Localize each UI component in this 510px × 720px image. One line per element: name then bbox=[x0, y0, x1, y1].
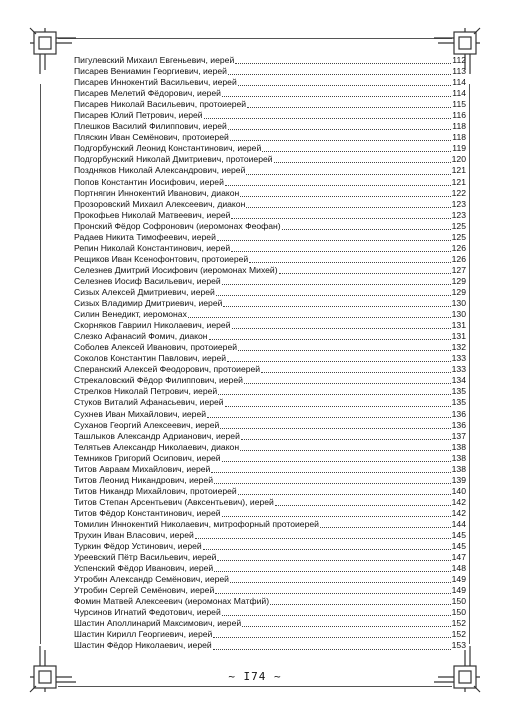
toc-entry-name: Радаев Никита Тимофеевич, иерей bbox=[74, 231, 216, 242]
toc-entry-name: Прокофьев Николай Матвеевич, иерей bbox=[74, 209, 231, 220]
toc-entry-page: 131 bbox=[451, 331, 466, 342]
toc-entry-name: Темников Григорий Осипович, иерей bbox=[74, 452, 221, 463]
toc-entry-page: 119 bbox=[452, 143, 466, 154]
toc-entry-page: 130 bbox=[451, 298, 466, 309]
toc-leader-dots bbox=[241, 431, 451, 440]
toc-entry-page: 138 bbox=[451, 463, 466, 474]
toc-leader-dots bbox=[218, 386, 450, 395]
toc-entry-name: Писарев Мелетий Фёдорович, иерей bbox=[74, 88, 221, 99]
toc-entry-page: 138 bbox=[451, 441, 466, 452]
toc-entry bbox=[74, 464, 466, 475]
toc-entry bbox=[74, 486, 466, 497]
toc-entry-name: Пигулевский Михаил Евгеньевич, иерей bbox=[74, 55, 235, 65]
toc-leader-dots bbox=[222, 508, 451, 517]
toc-entry-page: 150 bbox=[451, 596, 466, 607]
frame-right-line bbox=[469, 84, 470, 644]
toc-leader-dots bbox=[275, 497, 451, 506]
toc-entry-name: Селезнев Иосиф Васильевич, иерей bbox=[74, 275, 221, 286]
toc-entry bbox=[74, 165, 466, 176]
toc-leader-dots bbox=[225, 177, 451, 186]
toc-leader-dots bbox=[230, 132, 452, 141]
toc-leader-dots bbox=[279, 265, 451, 274]
corner-ornament-top-left bbox=[28, 26, 78, 76]
toc-entry-name: Соколов Константин Павлович, иерей bbox=[74, 353, 227, 364]
toc-entry-name: Плешков Василий Филиппович, иерей bbox=[74, 121, 227, 132]
toc-entry bbox=[74, 265, 466, 276]
toc-entry bbox=[74, 585, 466, 596]
toc-leader-dots bbox=[230, 574, 451, 583]
toc-entry-name: Стрекаловский Фёдор Филиппович, иерей bbox=[74, 375, 243, 386]
toc-entry-page: 137 bbox=[451, 430, 466, 441]
toc-entry bbox=[74, 232, 466, 243]
toc-entry-page: 114 bbox=[452, 88, 466, 99]
toc-entry bbox=[74, 110, 466, 121]
toc-entry-name: Сизых Алексей Дмитриевич, иерей bbox=[74, 286, 215, 297]
toc-leader-dots bbox=[223, 298, 450, 307]
toc-entry bbox=[74, 364, 466, 375]
toc-entry bbox=[74, 221, 466, 232]
toc-leader-dots bbox=[207, 409, 451, 418]
toc-entry-name: Чурсинов Игнатий Федотович, иерей bbox=[74, 607, 221, 618]
toc-entry-page: 145 bbox=[451, 541, 466, 552]
toc-entry-page: 131 bbox=[451, 320, 466, 331]
toc-leader-dots bbox=[195, 530, 451, 539]
toc-leader-dots bbox=[213, 641, 451, 650]
toc-entry bbox=[74, 607, 466, 618]
toc-entry-page: 126 bbox=[451, 253, 466, 264]
toc-entry-page: 147 bbox=[451, 552, 466, 563]
toc-entry-name: Успенский Фёдор Иванович, иерей bbox=[74, 563, 214, 574]
toc-leader-dots bbox=[222, 607, 451, 616]
toc-leader-dots bbox=[240, 442, 451, 451]
toc-entry-page: 142 bbox=[451, 496, 466, 507]
toc-entry-page: 149 bbox=[451, 574, 466, 585]
toc-entry-page: 149 bbox=[451, 585, 466, 596]
toc-entry-page: 133 bbox=[451, 364, 466, 375]
toc-entry-page: 125 bbox=[451, 231, 466, 242]
toc-entry-page: 153 bbox=[451, 640, 466, 651]
toc-leader-dots bbox=[270, 596, 451, 605]
toc-entry-page: 152 bbox=[451, 618, 466, 629]
toc-entry-name: Поздняков Николай Александрович, иерей bbox=[74, 165, 246, 176]
toc-entry-page: 136 bbox=[451, 419, 466, 430]
toc-entry-name: Селезнев Дмитрий Иосифович (иеромонах Михей) bbox=[74, 264, 278, 275]
toc-entry-page: 127 bbox=[451, 264, 466, 275]
toc-entry-page: 129 bbox=[451, 286, 466, 297]
toc-entry-page: 112 bbox=[452, 55, 466, 65]
toc-entry bbox=[74, 530, 466, 541]
toc-leader-dots bbox=[188, 309, 451, 318]
toc-entry-name: Писарев Юлий Петрович, иерей bbox=[74, 110, 203, 121]
toc-entry-name: Утробин Александр Семёнович, иерей bbox=[74, 574, 229, 585]
toc-leader-dots bbox=[242, 618, 451, 627]
toc-entry-name: Шастин Фёдор Николаевич, иерей bbox=[74, 640, 212, 651]
toc-leader-dots bbox=[225, 398, 451, 407]
toc-entry bbox=[74, 298, 466, 309]
toc-entry-page: 121 bbox=[451, 165, 466, 176]
toc-entry-name: Томилин Иннокентий Николаевич, митрофорный протоиерей bbox=[74, 518, 319, 529]
toc-leader-dots bbox=[235, 55, 451, 64]
toc-leader-dots bbox=[228, 66, 451, 75]
toc-entry-page: 113 bbox=[452, 66, 466, 77]
toc-entry-page: 123 bbox=[451, 209, 466, 220]
toc-leader-dots bbox=[209, 331, 451, 340]
toc-leader-dots bbox=[246, 166, 450, 175]
toc-entry bbox=[74, 320, 466, 331]
toc-leader-dots bbox=[217, 552, 450, 561]
toc-leader-dots bbox=[222, 88, 451, 97]
toc-entry-name: Титов Степан Арсентьевич (Авксентьевич), иерей bbox=[74, 496, 274, 507]
toc-leader-dots bbox=[262, 143, 451, 152]
toc-entry-page: 123 bbox=[451, 198, 466, 209]
toc-leader-dots bbox=[261, 364, 451, 373]
toc-entry-page: 145 bbox=[451, 530, 466, 541]
toc-entry bbox=[74, 121, 466, 132]
toc-entry bbox=[74, 99, 466, 110]
toc-entry bbox=[74, 199, 466, 210]
toc-leader-dots bbox=[214, 475, 451, 484]
toc-entry-page: 132 bbox=[451, 342, 466, 353]
toc-entry-name: Стуков Виталий Афанасьевич, иерей bbox=[74, 397, 224, 408]
toc-entry-page: 140 bbox=[451, 485, 466, 496]
toc-entry bbox=[74, 132, 466, 143]
toc-entry-name: Титов Леонид Никандрович, иерей bbox=[74, 474, 214, 485]
toc-entry bbox=[74, 409, 466, 420]
toc-entry-page: 144 bbox=[451, 518, 466, 529]
toc-entry-name: Телятьев Александр Николаевич, диакон bbox=[74, 441, 240, 452]
toc-leader-dots bbox=[227, 353, 451, 362]
toc-leader-dots bbox=[222, 453, 451, 462]
toc-entry-name: Писарев Вениамин Георгиевич, иерей bbox=[74, 66, 227, 77]
frame-top-line bbox=[58, 38, 452, 39]
toc-entry-page: 121 bbox=[451, 176, 466, 187]
toc-entry-page: 130 bbox=[451, 309, 466, 320]
toc-leader-dots bbox=[238, 486, 451, 495]
toc-leader-dots bbox=[238, 77, 452, 86]
toc-leader-dots bbox=[232, 320, 451, 329]
toc-entry bbox=[74, 66, 466, 77]
toc-entry bbox=[74, 188, 466, 199]
toc-entry-name: Силин Венедикт, иеромонах bbox=[74, 309, 187, 320]
toc-entry-name: Репин Николай Константинович, иерей bbox=[74, 242, 231, 253]
toc-entry-name: Сухнев Иван Михайлович, иерей bbox=[74, 408, 207, 419]
toc-entry-name: Шастин Аполлинарий Максимович, иерей bbox=[74, 618, 242, 629]
toc-entry bbox=[74, 243, 466, 254]
toc-entry-name: Соболев Алексей Иванович, протоиерей bbox=[74, 342, 238, 353]
toc-leader-dots bbox=[249, 254, 450, 263]
toc-entry-page: 133 bbox=[451, 353, 466, 364]
toc-entry bbox=[74, 574, 466, 585]
toc-entry-page: 135 bbox=[451, 386, 466, 397]
toc-entry-page: 152 bbox=[451, 629, 466, 640]
toc-entry bbox=[74, 88, 466, 99]
toc-leader-dots bbox=[213, 629, 450, 638]
toc-entry bbox=[74, 77, 466, 88]
toc-leader-dots bbox=[231, 210, 450, 219]
toc-entry bbox=[74, 353, 466, 364]
toc-entry-name: Утробин Сергей Семёнович, иерей bbox=[74, 585, 215, 596]
toc-entry-page: 142 bbox=[451, 507, 466, 518]
toc-entry bbox=[74, 475, 466, 486]
toc-entry bbox=[74, 563, 466, 574]
toc-entry bbox=[74, 640, 466, 651]
toc-entry bbox=[74, 210, 466, 221]
toc-leader-dots bbox=[282, 221, 451, 230]
toc-leader-dots bbox=[222, 276, 451, 285]
toc-entry bbox=[74, 596, 466, 607]
toc-entry bbox=[74, 154, 466, 165]
toc-entry-name: Подгорбунский Леонид Константинович, иерей bbox=[74, 143, 262, 154]
toc-leader-dots bbox=[240, 188, 450, 197]
toc-entry-page: 150 bbox=[451, 607, 466, 618]
toc-entry-page: 116 bbox=[452, 110, 466, 121]
toc-entry-page: 120 bbox=[451, 154, 466, 165]
toc-entry-name: Попов Константин Иосифович, иерей bbox=[74, 176, 224, 187]
toc-entry-name: Портнягин Иннокентий Иванович, диакон bbox=[74, 187, 240, 198]
toc-entry-name: Прозоровский Михаил Алексеевич, диакон bbox=[74, 198, 246, 209]
toc-entry-name: Трухин Иван Власович, иерей bbox=[74, 530, 194, 541]
toc-entry bbox=[74, 508, 466, 519]
toc-entry bbox=[74, 431, 466, 442]
table-of-contents bbox=[74, 55, 466, 652]
corner-ornament-bottom-left bbox=[28, 644, 78, 694]
toc-leader-dots bbox=[204, 110, 452, 119]
toc-entry-page: 115 bbox=[452, 99, 466, 110]
toc-entry bbox=[74, 309, 466, 320]
toc-leader-dots bbox=[246, 199, 450, 208]
toc-entry-name: Титов Никандр Михайлович, протоиерей bbox=[74, 485, 237, 496]
toc-entry-page: 135 bbox=[451, 397, 466, 408]
frame-left-line bbox=[40, 84, 41, 644]
frame-bottom-line bbox=[58, 686, 452, 687]
toc-entry-page: 148 bbox=[451, 563, 466, 574]
toc-entry bbox=[74, 552, 466, 563]
toc-entry-page: 118 bbox=[452, 121, 466, 132]
toc-entry-name: Рещиков Иван Ксенофонтович, протоиерей bbox=[74, 253, 249, 264]
toc-entry-name: Писарев Николай Васильевич, протоиерей bbox=[74, 99, 247, 110]
toc-leader-dots bbox=[238, 342, 451, 351]
toc-leader-dots bbox=[247, 99, 451, 108]
toc-leader-dots bbox=[215, 585, 450, 594]
toc-entry bbox=[74, 541, 466, 552]
toc-entry bbox=[74, 276, 466, 287]
toc-entry-page: 136 bbox=[451, 408, 466, 419]
toc-entry-page: 125 bbox=[451, 220, 466, 231]
toc-entry bbox=[74, 254, 466, 265]
toc-entry-page: 126 bbox=[451, 242, 466, 253]
toc-entry-page: 122 bbox=[451, 187, 466, 198]
toc-entry bbox=[74, 177, 466, 188]
toc-entry-name: Ташлыков Александр Адрианович, иерей bbox=[74, 430, 240, 441]
toc-leader-dots bbox=[216, 287, 451, 296]
toc-entry-page: 138 bbox=[451, 452, 466, 463]
toc-entry-name: Пронский Фёдор Софронович (иеромонах Феофан) bbox=[74, 220, 281, 231]
toc-entry-name: Суханов Георгий Алексеевич, иерей bbox=[74, 419, 220, 430]
toc-entry bbox=[74, 629, 466, 640]
toc-leader-dots bbox=[320, 519, 451, 528]
toc-leader-dots bbox=[220, 420, 450, 429]
toc-leader-dots bbox=[203, 541, 451, 550]
toc-entry bbox=[74, 331, 466, 342]
toc-leader-dots bbox=[228, 121, 451, 130]
toc-leader-dots bbox=[274, 154, 451, 163]
toc-entry bbox=[74, 342, 466, 353]
toc-entry-page: 134 bbox=[451, 375, 466, 386]
toc-entry-name: Титов Авраам Михайлович, иерей bbox=[74, 463, 211, 474]
toc-entry-name: Писарев Иннокентий Васильевич, иерей bbox=[74, 77, 237, 88]
toc-entry-page: 139 bbox=[451, 474, 466, 485]
toc-entry-name: Уреевский Пётр Васильевич, иерей bbox=[74, 552, 217, 563]
toc-entry-name: Стрелков Николай Петрович, иерей bbox=[74, 386, 218, 397]
toc-entry bbox=[74, 420, 466, 431]
toc-entry-page: 114 bbox=[452, 77, 466, 88]
toc-entry-name: Шастин Кирилл Георгиевич, иерей bbox=[74, 629, 213, 640]
toc-entry bbox=[74, 519, 466, 530]
toc-entry-name: Туркин Фёдор Устинович, иерей bbox=[74, 541, 202, 552]
toc-entry-name: Слезко Афанасий Фомич, диакон bbox=[74, 331, 208, 342]
toc-entry bbox=[74, 55, 466, 66]
toc-entry bbox=[74, 497, 466, 508]
toc-entry-name: Пляскин Иван Семёнович, протоиерей bbox=[74, 132, 229, 143]
toc-entry-name: Сперанский Алексей Феодорович, протоиерей bbox=[74, 364, 261, 375]
toc-leader-dots bbox=[244, 375, 451, 384]
toc-entry bbox=[74, 453, 466, 464]
toc-entry bbox=[74, 618, 466, 629]
toc-leader-dots bbox=[211, 464, 450, 473]
toc-entry-name: Скорняков Гавриил Николаевич, иерей bbox=[74, 320, 231, 331]
toc-entry bbox=[74, 386, 466, 397]
toc-entry bbox=[74, 397, 466, 408]
toc-leader-dots bbox=[214, 563, 450, 572]
toc-entry bbox=[74, 375, 466, 386]
toc-leader-dots bbox=[217, 232, 451, 241]
toc-entry bbox=[74, 143, 466, 154]
toc-entry bbox=[74, 287, 466, 298]
toc-leader-dots bbox=[231, 243, 450, 252]
toc-entry-page: 129 bbox=[451, 275, 466, 286]
toc-entry-page: 118 bbox=[452, 132, 466, 143]
toc-entry-name: Сизых Владимир Дмитриевич, иерей bbox=[74, 298, 223, 309]
page-number: ~ I74 ~ bbox=[228, 670, 282, 683]
toc-entry-name: Подгорбунский Николай Дмитриевич, протоиерей bbox=[74, 154, 273, 165]
toc-entry-name: Фомин Матвей Алексеевич (иеромонах Матфий) bbox=[74, 596, 270, 607]
toc-entry bbox=[74, 442, 466, 453]
toc-entry-name: Титов Фёдор Константинович, иерей bbox=[74, 507, 221, 518]
